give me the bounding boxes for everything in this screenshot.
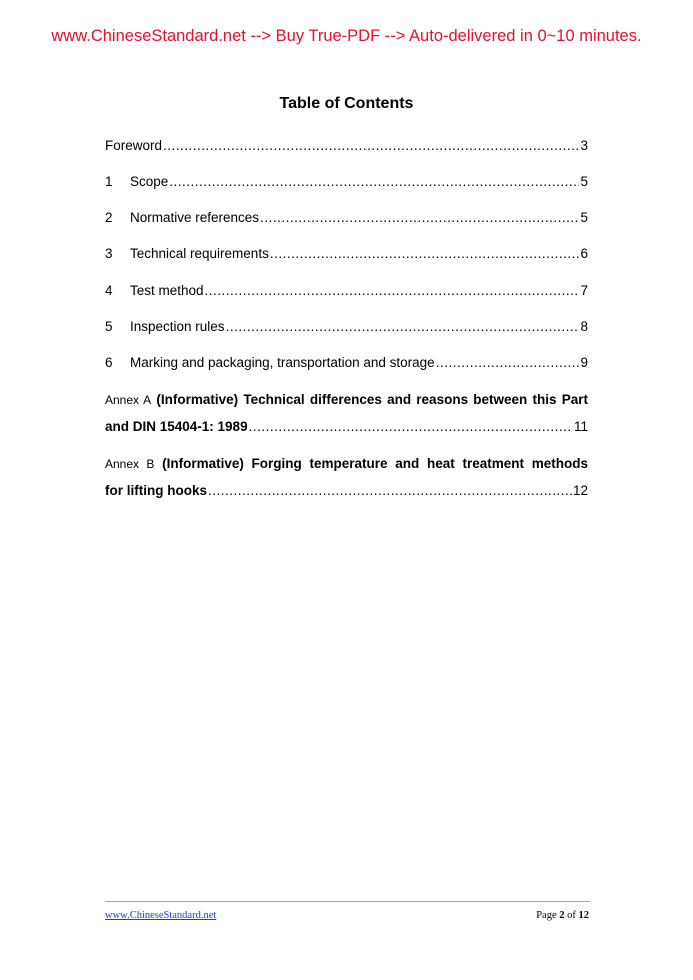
toc-entry-test-method[interactable]	[105, 282, 588, 300]
toc-entry-label: Normative references	[130, 210, 260, 225]
annex-title-continued: for lifting hooks	[105, 483, 207, 498]
toc-entry-annex-b-line2[interactable]	[105, 482, 588, 500]
toc-entry-number: 4	[105, 283, 113, 298]
toc-entry-number: 1	[105, 174, 113, 189]
toc-entry-number: 3	[105, 246, 113, 261]
leader-dots	[208, 482, 572, 500]
toc-entry-label: Inspection rules	[130, 319, 225, 334]
toc-entry-label: Test method	[130, 283, 204, 298]
leader-dots	[249, 418, 573, 436]
promo-banner-link[interactable]: www.ChineseStandard.net --> Buy True-PDF --> Auto-delivered in 0~10 minutes.	[51, 27, 642, 45]
page-title: Table of Contents	[279, 95, 414, 112]
toc-entry-inspection-rules[interactable]	[105, 318, 588, 336]
toc-entry-scope[interactable]	[105, 173, 588, 191]
leader-dots	[226, 318, 580, 336]
leader-dots	[436, 354, 580, 372]
toc-entry-page: 6	[580, 246, 588, 261]
toc-entry-page: 5	[580, 210, 588, 225]
toc-entry-label: Foreword	[105, 138, 163, 153]
toc-entry-label: Scope	[130, 174, 169, 189]
toc-entry-page: 9	[580, 355, 588, 370]
toc-entry-annex-a-line1[interactable]	[105, 391, 588, 409]
annex-prefix: Annex B	[105, 457, 155, 471]
toc-entry-label: Technical requirements	[130, 246, 269, 261]
annex-b-heading	[105, 455, 588, 473]
toc-entry-label: Marking and packaging, transportation and storage	[130, 355, 435, 370]
footer-website-link[interactable]: www.ChineseStandard.net	[105, 910, 217, 921]
page-total: 12	[578, 910, 589, 921]
toc-entry-page: 7	[580, 283, 588, 298]
leader-dots	[270, 245, 580, 263]
toc-entry-page: 11	[573, 419, 588, 434]
toc-entry-page: 12	[572, 483, 588, 498]
annex-prefix: Annex A	[105, 393, 152, 407]
toc-entry-number: 5	[105, 319, 113, 334]
annex-title-continued: and DIN 15404-1: 1989	[105, 419, 248, 434]
page-number	[536, 910, 589, 921]
toc-entry-page: 5	[580, 174, 588, 189]
page-of: of	[567, 910, 576, 921]
toc-entry-number: 2	[105, 210, 113, 225]
leader-dots	[169, 173, 579, 191]
toc-entry-page: 8	[580, 319, 588, 334]
annex-title: (Informative) Forging temperature and heat treatment methods	[162, 456, 588, 471]
toc-entry-number: 6	[105, 355, 113, 370]
page-word: Page	[536, 910, 557, 921]
leader-dots	[260, 209, 579, 227]
page-current: 2	[559, 910, 565, 921]
toc-entry-annex-b-line1[interactable]	[105, 455, 588, 473]
toc-entry-marking-packaging[interactable]	[105, 354, 588, 372]
toc-entry-normative-references[interactable]	[105, 209, 588, 227]
annex-title: (Informative) Technical differences and reasons between this Part	[156, 392, 588, 407]
leader-dots	[205, 282, 580, 300]
toc-entry-foreword[interactable]	[105, 137, 588, 155]
leader-dots	[163, 137, 579, 155]
toc-entry-technical-requirements[interactable]	[105, 245, 588, 263]
annex-a-heading	[105, 391, 588, 409]
toc-entry-annex-a-line2[interactable]	[105, 418, 588, 436]
toc-entry-page: 3	[580, 138, 588, 153]
promo-banner[interactable]	[0, 27, 693, 46]
footer-divider	[105, 901, 590, 902]
